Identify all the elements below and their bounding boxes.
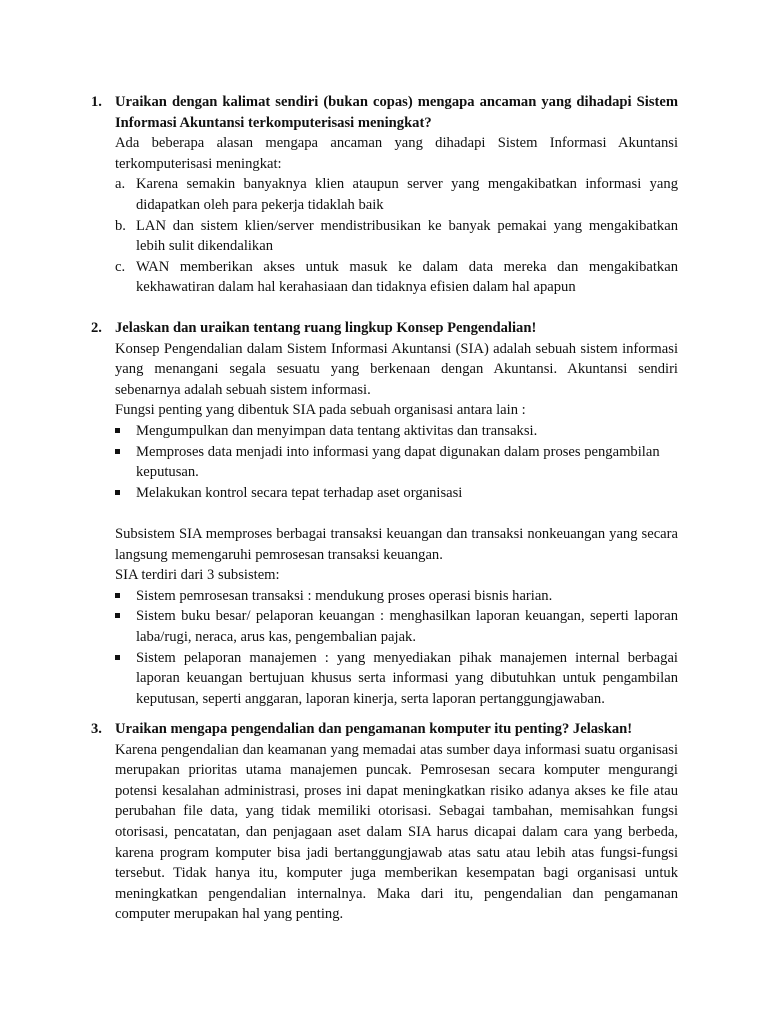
list-text: Sistem buku besar/ pelaporan keuangan : menghasilkan laporan keuangan, seperti laporan laba/rugi, neraca, arus kas, pengembalian pajak. bbox=[136, 608, 678, 645]
list-item bbox=[115, 483, 678, 504]
question-2 bbox=[91, 318, 678, 709]
question-1 bbox=[91, 92, 678, 298]
list-label: c. bbox=[115, 258, 126, 275]
bullet-icon bbox=[115, 655, 120, 660]
list-item bbox=[115, 606, 678, 647]
list-item bbox=[115, 174, 678, 215]
list-text: Karena semakin banyaknya klien ataupun server yang mengakibatkan informasi yang didapatkan oleh para pekerja tidaklah baik bbox=[136, 176, 678, 213]
spacer bbox=[115, 503, 678, 524]
list-item bbox=[115, 442, 678, 483]
question-body bbox=[115, 719, 678, 925]
bullet-icon bbox=[115, 613, 120, 618]
bullet-icon bbox=[115, 593, 120, 598]
bullet-icon bbox=[115, 428, 120, 433]
question-number: 2. bbox=[91, 320, 102, 336]
list-text: Sistem pelaporan manajemen : yang menyediakan pihak manajemen internal berbagai laporan keuangan bertujuan khusus serta informasi yang dibutuhkan untuk pengambilan keputusan, seperti anggaran, laporan kinerja, serta laporan pertanggungjawaban. bbox=[136, 649, 678, 707]
list-label: b. bbox=[115, 217, 126, 234]
bullet-icon bbox=[115, 490, 120, 495]
question-number: 1. bbox=[91, 94, 102, 110]
question-title: Uraikan mengapa pengendalian dan pengamanan komputer itu penting? Jelaskan! bbox=[115, 721, 633, 737]
answer-paragraph: Fungsi penting yang dibentuk SIA pada sebuah organisasi antara lain : bbox=[115, 402, 526, 419]
list-text: Sistem pemrosesan transaksi : mendukung proses operasi bisnis harian. bbox=[136, 587, 553, 604]
answer-intro: Ada beberapa alasan mengapa ancaman yang dihadapi Sistem Informasi Akuntansi terkomputerisasi meningkat: bbox=[115, 135, 678, 172]
list-text: Memproses data menjadi into informasi yang dapat digunakan dalam proses pengambilan keputusan. bbox=[136, 443, 660, 481]
list-label: a. bbox=[115, 176, 126, 193]
question-title: Uraikan dengan kalimat sendiri (bukan copas) mengapa ancaman yang dihadapi Sistem Informasi Akuntansi terkomputerisasi meningkat? bbox=[115, 94, 678, 131]
list-text: LAN dan sistem klien/server mendistribusikan ke banyak pemakai yang mengakibatkan lebih sulit dikendalikan bbox=[136, 217, 678, 255]
question-body bbox=[115, 92, 678, 298]
list-item bbox=[115, 648, 678, 710]
answer-paragraph: SIA terdiri dari 3 subsistem: bbox=[115, 567, 280, 584]
question-number: 3. bbox=[91, 721, 102, 737]
answer-paragraph: Subsistem SIA memproses berbagai transaksi keuangan dan transaksi nonkeuangan yang secara langsung memengaruhi pemrosesan transaksi keuangan. bbox=[115, 525, 678, 563]
question-body bbox=[115, 318, 678, 709]
list-text: WAN memberikan akses untuk masuk ke dalam data mereka dan mengakibatkan kekhawatiran dalam hal kerahasiaan dan tidaknya efisien dalam hal apapun bbox=[136, 258, 678, 296]
list-text: Melakukan kontrol secara tepat terhadap aset organisasi bbox=[136, 484, 463, 501]
question-title: Jelaskan dan uraikan tentang ruang lingkup Konsep Pengendalian! bbox=[115, 320, 537, 336]
bullet-icon bbox=[115, 449, 120, 454]
list-item bbox=[115, 421, 678, 442]
list-item bbox=[115, 586, 678, 607]
answer-paragraph: Karena pengendalian dan keamanan yang memadai atas sumber daya informasi suatu organisasi merupakan prioritas utama manajemen puncak. Pemrosesan secara komputer mengurangi potensi kesalahan administrasi, proses ini dapat meningkatkan risiko adanya akses ke file atau perubahan file data, yang tidak memiliki otorisasi. Sebagai tambahan, memisahkan fungsi otorisasi, pencatatan, dan penjagaan aset dalam SIA harus dicapai dalam cara yang berbeda, karena program komputer bisa jadi bertanggungjawab atas satu atau lebih atas fungsi-fungsi tersebut. Tidak hanya itu, komputer juga memberikan kesempatan bagi organisasi untuk meningkatkan pengendalian internalnya. Maka dari itu, pengendalian dan pengamanan computer merupakan hal yang penting. bbox=[115, 741, 678, 923]
question-3 bbox=[91, 719, 678, 925]
list-text: Mengumpulkan dan menyimpan data tentang aktivitas dan transaksi. bbox=[136, 422, 538, 439]
list-item bbox=[115, 216, 678, 257]
answer-paragraph: Konsep Pengendalian dalam Sistem Informasi Akuntansi (SIA) adalah sebuah sistem informasi yang menangani segala sesuatu yang berkenaan dengan Akuntansi. Akuntansi sendiri sebenarnya adalah sebuah sistem informasi. bbox=[115, 340, 678, 398]
list-item bbox=[115, 257, 678, 298]
